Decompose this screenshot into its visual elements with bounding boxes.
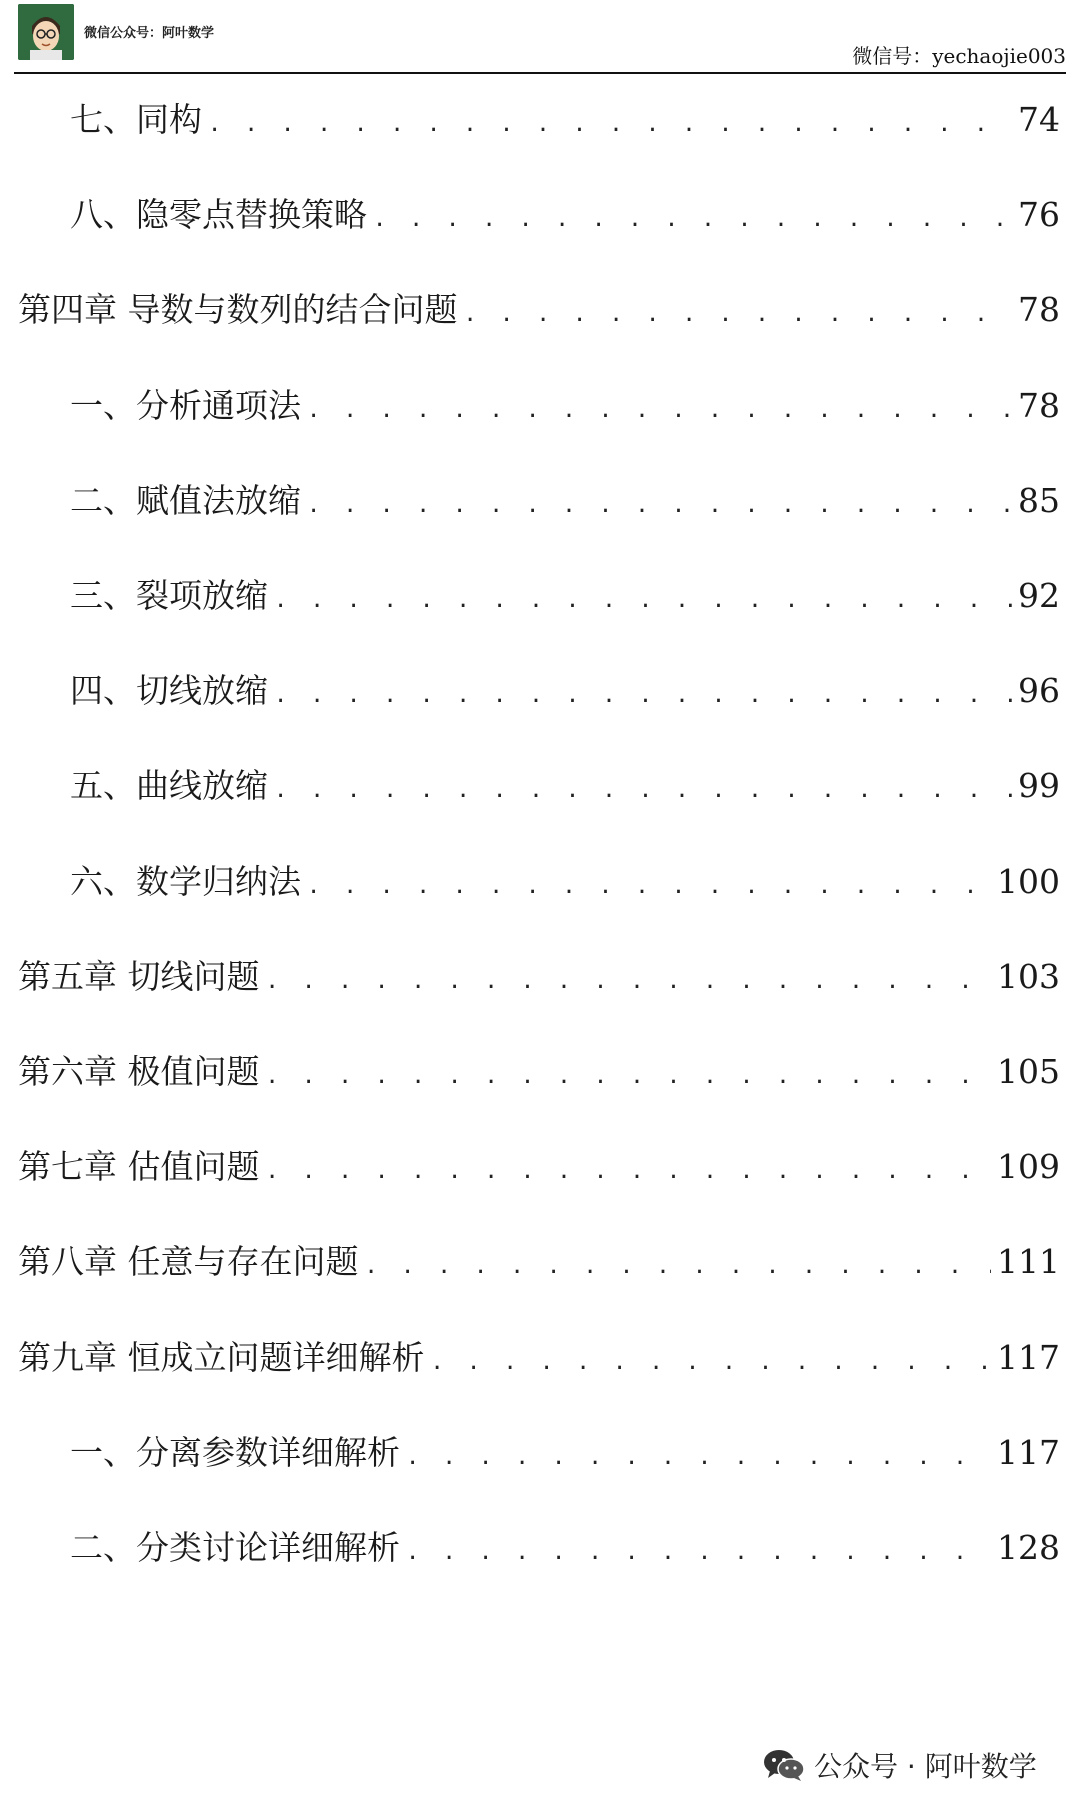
toc-dot-leader (406, 1438, 991, 1478)
toc-entry[interactable] (70, 481, 1060, 521)
toc-dot-leader (307, 486, 1012, 526)
toc-entry-page-number: 85 (1018, 480, 1060, 520)
avatar (18, 4, 74, 60)
toc-entry-title: 三、裂项放缩 (70, 576, 268, 615)
toc-entry-title: 第九章 恒成立问题详细解析 (18, 1337, 425, 1377)
toc-dot-leader (464, 295, 1013, 335)
toc-entry-page-number: 111 (997, 1242, 1060, 1282)
toc-dot-leader (307, 391, 1012, 431)
toc-entry-page-number: 103 (997, 956, 1060, 996)
toc-entry-page-number: 78 (1018, 290, 1060, 330)
toc-entry[interactable] (18, 1338, 1060, 1378)
toc-entry[interactable] (70, 386, 1060, 426)
toc-entry[interactable] (70, 100, 1060, 140)
toc-entry-title: 一、分离参数详细解析 (70, 1432, 400, 1472)
toc-dot-leader (274, 581, 1012, 621)
toc-entry-page-number: 100 (997, 861, 1060, 901)
toc-dot-leader (266, 962, 992, 1002)
toc-entry[interactable] (18, 290, 1060, 330)
page-header (0, 0, 1080, 78)
toc-entry-title: 二、分类讨论详细解析 (70, 1528, 400, 1567)
toc-dot-leader (266, 1152, 992, 1192)
toc-entry-title: 八、隐零点替换策略 (70, 195, 367, 235)
toc-entry-page-number: 117 (997, 1432, 1060, 1472)
toc-entry-page-number: 105 (997, 1052, 1060, 1091)
toc-entry-page-number: 128 (997, 1528, 1060, 1567)
toc-entry-title: 四、切线放缩 (70, 671, 268, 711)
toc-entry[interactable] (70, 671, 1060, 711)
toc-entry[interactable] (18, 1147, 1060, 1187)
toc-entry[interactable] (70, 862, 1060, 902)
header-divider (14, 72, 1066, 74)
toc-dot-leader (266, 1057, 992, 1097)
toc-entry-page-number: 76 (1018, 195, 1060, 235)
toc-dot-leader (373, 200, 1012, 240)
toc-entry-title: 一、分析通项法 (70, 385, 301, 425)
toc-entry[interactable] (18, 1242, 1060, 1282)
watermark (756, 1742, 1045, 1788)
watermark-text: 公众号 · 阿叶数学 (814, 1750, 1037, 1783)
toc-entry[interactable] (70, 766, 1060, 806)
toc-dot-leader (208, 105, 1012, 145)
toc-entry[interactable] (18, 1052, 1060, 1092)
toc-entry-page-number: 92 (1018, 576, 1060, 615)
toc-entry-page-number: 117 (997, 1337, 1060, 1377)
header-wechat-id: 微信号：yechaojie003 (852, 44, 1066, 68)
toc-entry-page-number: 99 (1018, 766, 1060, 806)
toc-dot-leader (307, 867, 991, 907)
toc-entry-page-number: 74 (1018, 100, 1060, 139)
toc-dot-leader (365, 1247, 992, 1287)
toc-entry[interactable] (70, 195, 1060, 235)
toc-dot-leader (274, 771, 1012, 811)
toc-entry-title: 二、赋值法放缩 (70, 480, 301, 520)
toc-entry-page-number: 78 (1018, 385, 1060, 425)
toc-dot-leader (431, 1343, 992, 1383)
toc-entry-page-number: 109 (997, 1147, 1060, 1187)
toc-entry-title: 第五章 切线问题 (18, 956, 260, 996)
toc-entry-title: 五、曲线放缩 (70, 766, 268, 806)
wechat-icon (762, 1747, 806, 1783)
toc-entry-page-number: 96 (1018, 671, 1060, 711)
toc-dot-leader (406, 1533, 991, 1573)
toc-entry-title: 七、同构 (70, 100, 202, 139)
toc-dot-leader (274, 676, 1012, 716)
toc-entry-title: 六、数学归纳法 (70, 861, 301, 901)
avatar-illustration (18, 4, 74, 60)
toc-entry-title: 第六章 极值问题 (18, 1052, 260, 1091)
toc-entry[interactable] (70, 576, 1060, 616)
toc-entry[interactable] (70, 1528, 1060, 1568)
toc-entry[interactable] (70, 1433, 1060, 1473)
toc-entry-title: 第七章 估值问题 (18, 1147, 260, 1187)
header-account-label: 微信公众号：阿叶数学 (84, 26, 215, 41)
toc-entry-title: 第八章 任意与存在问题 (18, 1242, 359, 1282)
toc-entry[interactable] (18, 957, 1060, 997)
toc-entry-title: 第四章 导数与数列的结合问题 (18, 290, 458, 330)
